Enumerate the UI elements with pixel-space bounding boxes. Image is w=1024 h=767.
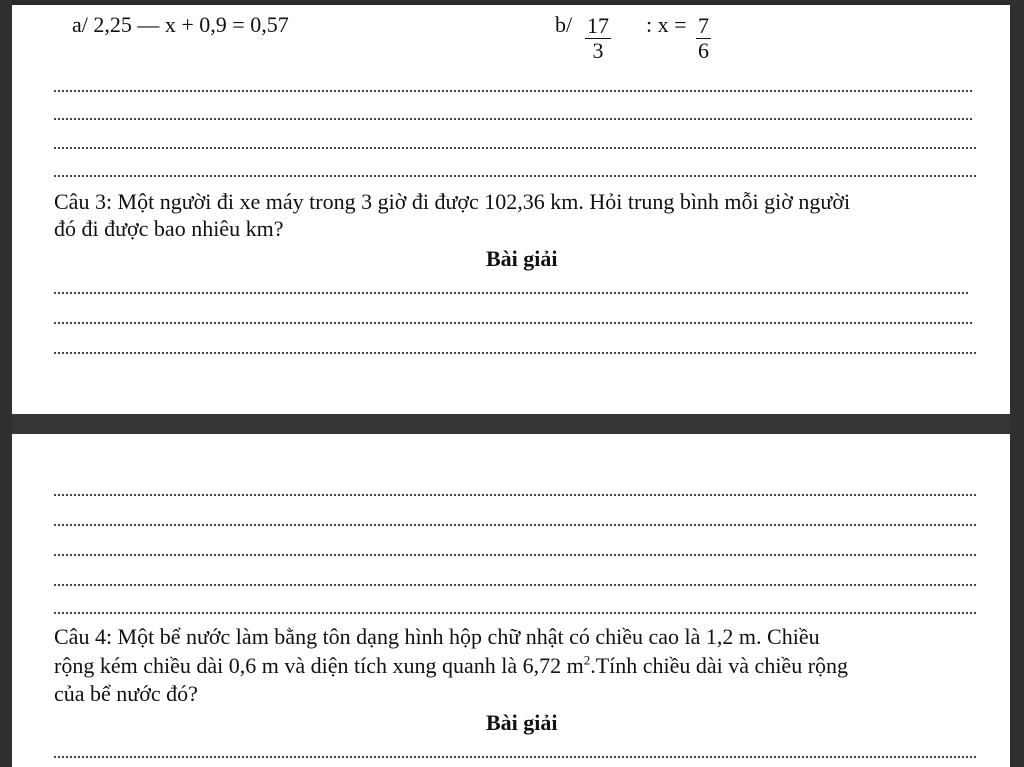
part-a-expression: 2,25 — x + 0,9 = 0,57 (93, 12, 289, 37)
question3-line2: đó đi được bao nhiêu km? (54, 216, 284, 241)
part-a-label: a/ (72, 12, 88, 37)
answer-line (54, 175, 976, 177)
viewer-left-edge (0, 0, 12, 767)
solution-heading: Bài giải (486, 710, 558, 735)
answer-line (54, 118, 972, 120)
fraction-2-numerator: 7 (698, 13, 709, 38)
superscript-2: 2 (583, 652, 591, 668)
part-b-fraction-2 (696, 14, 711, 63)
answer-line (54, 584, 976, 586)
answer-line (54, 90, 972, 92)
viewer-right-edge (1010, 0, 1024, 767)
part-b-label: b/ (555, 12, 573, 37)
answer-line (54, 292, 968, 294)
question4-line2-main: rộng kém chiều dài 0,6 m và diện tích xung quanh là 6,72 m (54, 653, 584, 678)
fraction-1-denominator: 3 (592, 38, 604, 63)
fraction-2-denominator: 6 (698, 38, 709, 63)
part-b-operator: : x = (646, 12, 687, 37)
solution-heading: Bài giải (486, 246, 558, 271)
document-page-2 (12, 434, 1010, 767)
answer-line (54, 524, 976, 526)
question2-part-a (72, 12, 289, 38)
page-top-border (12, 0, 1010, 5)
answer-line (54, 322, 972, 324)
question3-line1: Câu 3: Một người đi xe máy trong 3 giờ đi được 102,36 km. Hỏi trung bình mỗi giờ người (54, 189, 851, 214)
answer-line (54, 612, 976, 614)
answer-line (54, 494, 976, 496)
question4-line2 (54, 653, 848, 679)
part-b-fraction-1 (585, 14, 611, 63)
answer-line (54, 352, 976, 354)
question4-line2-tail: .Tính chiều dài và chiều rộng (590, 653, 849, 678)
answer-line (54, 147, 976, 149)
document-page-1 (12, 0, 1010, 414)
question4-line1: Câu 4: Một bể nước làm bằng tôn dạng hình hộp chữ nhật có chiều cao là 1,2 m. Chiều (54, 624, 820, 649)
question4-line3: của bể nước đó? (54, 681, 198, 706)
answer-line (54, 756, 976, 758)
fraction-1-numerator: 17 (587, 13, 609, 38)
answer-line (54, 554, 976, 556)
